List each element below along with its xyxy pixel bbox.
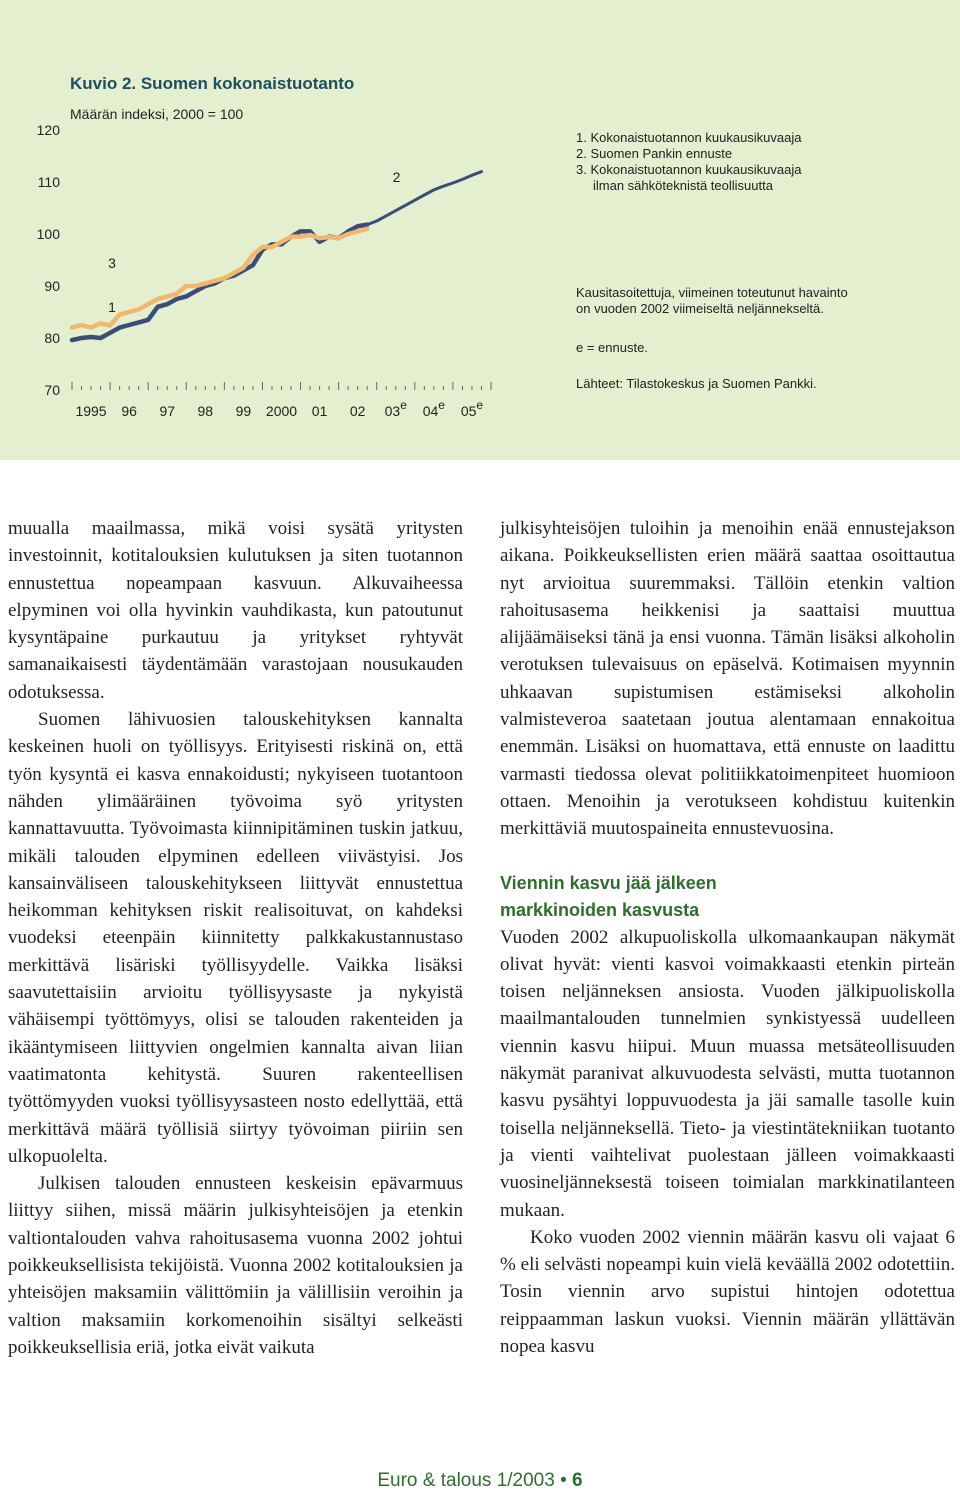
paragraph: Julkisen talouden ennusteen keskeisin epävarmuus liittyy siihen, missä määrin julkisyhteisöjen ja etenkin valtiontalouden vahva rahoitusasema vuonna 2002 johtui poikkeuksellisista tekijöistä. Vuonna 2002 kotitalouksien ja yhteisöjen maksamiin välittömiin ja välillisiin veroihin ja valtion maksamiin korkomenoihin sisältyi selkeästi poikkeuksellisia eriä, jotka eivät vaikuta bbox=[8, 1173, 463, 1358]
chart bbox=[0, 0, 960, 460]
legend-item-1: 1. Kokonaistuotannon kuukausikuvaaja bbox=[576, 130, 802, 145]
legend-item-3-cont: ilman sähköteknistä teollisuutta bbox=[593, 178, 773, 193]
series-annotation: 2 bbox=[392, 169, 401, 185]
figure-note-line-1: Kausitasoitettuja, viimeinen toteutunut havainto bbox=[576, 285, 848, 300]
x-tick-label: 2000 bbox=[265, 403, 298, 419]
paragraph: muualla maailmassa, mikä voisi sysätä yritysten investoinnit, kotitalouksien kulutuksen ja siten tuotannon ennustettua nopeampaan kasvuun. Alkuvaiheessa elpyminen voi olla hyvinkin vauhdikasta, kun patoutunut kysyntäpaine purkautuu ja yritykset ryhtyvät samanaikaisesti täydentämään varastojaan nousukauden odotuksessa. bbox=[8, 518, 463, 703]
article-column-right bbox=[500, 515, 955, 1360]
x-tick-label: 03e bbox=[384, 398, 407, 419]
x-tick-label: 98 bbox=[197, 403, 214, 419]
chart-legend bbox=[576, 130, 802, 194]
x-tick-label: 97 bbox=[159, 403, 176, 419]
figure-source: Lähteet: Tilastokeskus ja Suomen Pankki. bbox=[576, 376, 817, 391]
section-heading-line-2: markkinoiden kasvusta bbox=[500, 899, 700, 920]
series-line-3 bbox=[72, 229, 367, 328]
y-tick-label: 120 bbox=[36, 122, 60, 138]
legend-item-3: 3. Kokonaistuotannon kuukausikuvaaja bbox=[576, 162, 802, 177]
x-tick-label: 04e bbox=[422, 398, 445, 419]
y-tick-label: 80 bbox=[44, 330, 60, 346]
figure-title: Kuvio 2. Suomen kokonaistuotanto bbox=[70, 74, 355, 93]
footer-bullet: • bbox=[560, 1470, 567, 1491]
series-annotation: 3 bbox=[108, 254, 116, 271]
article-column-left bbox=[8, 515, 463, 1361]
page-number: 6 bbox=[572, 1470, 583, 1491]
forecast-note: e = ennuste. bbox=[576, 340, 648, 355]
page-footer bbox=[0, 1470, 960, 1492]
series-line-1 bbox=[72, 225, 367, 341]
y-tick-label: 110 bbox=[37, 174, 60, 190]
publication-name: Euro & talous 1/2003 bbox=[377, 1470, 555, 1491]
section-heading-line-1: Viennin kasvu jää jälkeen bbox=[500, 872, 717, 893]
y-tick-label: 90 bbox=[44, 278, 60, 294]
x-tick-label: 01 bbox=[311, 403, 328, 419]
x-tick-label: 99 bbox=[235, 403, 252, 419]
figure-panel bbox=[0, 0, 960, 460]
y-tick-label: 100 bbox=[36, 226, 60, 242]
x-tick-label: 1995 bbox=[75, 403, 107, 419]
paragraph: Suomen lähivuosien talouskehityksen kannalta keskeinen huoli on työllisyys. Erityisesti riskinä on, että työn kysyntä ei kasva ennakoidusti; nykyiseen tuotantoon nähden ylimääräinen työvoima syö yritysten kannattavuutta. Työvoimasta kiinnipitäminen tuskin jatkuu, mikäli talouden elpyminen edelleen viivästyisi. Jos kansainväliseen talouskehitykseen liittyvät ennustettua heikomman kehityksen riskit realisoituvat, on kahdeksi vuodeksi eteenpäin kiinnitetty palkkakustannustaso merkittävä lisäriski työllisyydelle. Vaikka lisäksi saavutettaisiin arvioitu työllisyysaste ja nykyistä vähäisempi työttömyys, olisi se talouden rakenteiden ja ikääntymiseen liittyvien ongelmien kannalta aivan liian vaatimatonta kehitystä. Suuren rakenteellisen työttömyyden vuoksi työllisyysasteen nosto edellyttää, että merkittävä määrä työllisiä siirtyy työvoiman piiriin sen ulkopuolelta. bbox=[8, 709, 463, 1167]
x-tick-label: 05e bbox=[460, 398, 484, 419]
series-line-2 bbox=[367, 172, 481, 225]
paragraph: julkisyhteisöjen tuloihin ja menoihin enää ennustejakson aikana. Poikkeuksellisten erien määrä saattaa osoittautua nyt arvioitua suuremmaksi. Tällöin etenkin valtion rahoitusasema heikkenisi ja saattaisi muuttua alijäämäiseksi tänä ja ensi vuonna. Tämän lisäksi alkoholin verotuksen tulevaisuus on epäselvä. Kotimaisen myynnin uhkaavan supistumisen estämiseksi alkoholin valmisteveroa saatetaan joutua alentamaan ennakoitua enemmän. Lisäksi on huomattava, että ennuste on laadittu varmasti tiedossa olevat politiikkatoimenpiteet huomioon ottaen. Menoihin ja verotukseen kohdistuu kuitenkin merkittäviä muutospaineita ennustevuosina. bbox=[500, 518, 955, 840]
figure-subtitle: Määrän indeksi, 2000 = 100 bbox=[70, 106, 244, 122]
section-heading bbox=[500, 870, 955, 924]
figure-note bbox=[576, 285, 848, 317]
legend-item-2: 2. Suomen Pankin ennuste bbox=[576, 146, 733, 161]
series-annotation: 1 bbox=[108, 299, 116, 315]
x-tick-label: 96 bbox=[121, 403, 137, 419]
figure-note-line-2: on vuoden 2002 viimeiseltä neljännekseltä. bbox=[576, 301, 824, 316]
paragraph: Koko vuoden 2002 viennin määrän kasvu oli vajaat 6 % eli selvästi nopeampi kuin vielä keväällä 2002 odotettiin. Tosin viennin arvo supistui hintojen odotettua reippaamman laskun vuoksi. Viennin määrän yllättävän nopea kasvu bbox=[500, 1226, 955, 1358]
x-tick-label: 02 bbox=[349, 403, 366, 419]
y-tick-label: 70 bbox=[44, 382, 60, 398]
paragraph: Vuoden 2002 alkupuoliskolla ulkomaankaupan näkymät olivat hyvät: vienti kasvoi voimakkaasti etenkin pirteän toisen neljänneksen ansiosta. Vuoden jälkipuoliskolla maailmantalouden tunnelmien synkistyessä uudelleen viennin kasvu hiipui. Muun muassa metsäteollisuuden näkymät paranivat alkuvuodesta selvästi, mutta tuotannon kasvu pysähtyi loppuvuodesta ja jäi samalle tasolle kuin toisella neljänneksellä. Tieto- ja viestintätekniikan tuotanto ja vienti vaihtelivat puolestaan jälleen voimakkaasti vuosineljänneksestä toiseen toimialan markkinatilanteen mukaan. bbox=[500, 926, 955, 1221]
